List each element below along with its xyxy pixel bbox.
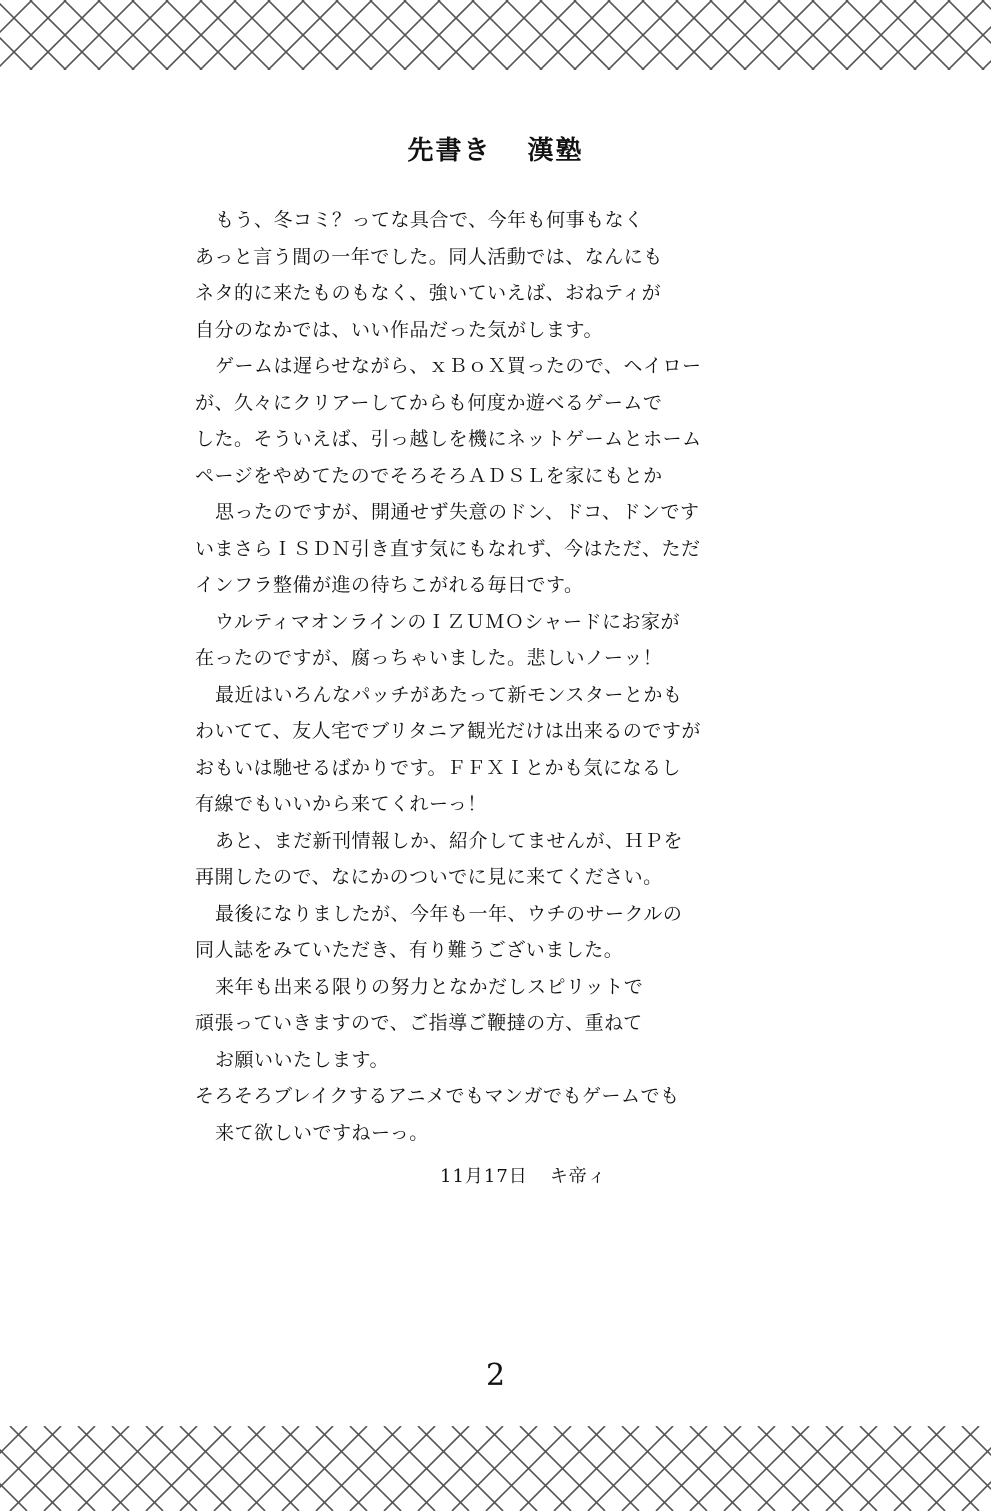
signature bbox=[440, 1162, 607, 1188]
signature-date: 11月17日 bbox=[440, 1166, 528, 1187]
page-title bbox=[0, 130, 991, 167]
body-line: ページをやめてたのでそろそろＡＤＳＬを家にもとか bbox=[195, 464, 663, 487]
body-line: した。そういえば、引っ越しを機にネットゲームとホーム bbox=[195, 428, 702, 450]
body-line: 最後になりましたが、今年も一年、ウチのサークルの bbox=[215, 902, 683, 925]
title-right: 漢塾 bbox=[527, 136, 584, 166]
body-line: おもいは馳せるばかりです。ＦＦＸＩとかも気になるし bbox=[195, 756, 681, 779]
body-line: お願いいたします。 bbox=[215, 1048, 389, 1071]
body-line: 再開したので、なにかのついでに見に来てください。 bbox=[195, 866, 663, 888]
page-number: 2 bbox=[485, 1358, 506, 1393]
body-line: インフラ整備が進の待ちこがれる毎日です。 bbox=[195, 574, 584, 596]
body-line: 来て欲しいですねーっ。 bbox=[215, 1121, 429, 1144]
body-text bbox=[195, 202, 795, 1151]
title-left: 先書き bbox=[407, 136, 492, 166]
chain-link-fence-top bbox=[0, 0, 991, 70]
body-line: 在ったのですが、腐っちゃいました。悲しいノーッ！ bbox=[195, 647, 663, 669]
body-line: あっと言う間の一年でした。同人活動では、なんにも bbox=[195, 245, 663, 268]
body-line: 頑張っていきますので、ご指導ご鞭撻の方、重ねて bbox=[195, 1012, 643, 1034]
signature-author: キ帝ィ bbox=[549, 1166, 607, 1187]
body-line: 最近はいろんなパッチがあたって新モンスターとかも bbox=[215, 683, 683, 706]
body-line: 来年も出来る限りの努力となかだしスピリットで bbox=[215, 975, 644, 998]
body-line: いまさらＩＳＤＮ引き直す気にもなれず、今はただ、ただ bbox=[195, 537, 701, 560]
body-line: ゲームは遅らせながら、ｘＢｏＸ買ったので、ヘイロー bbox=[215, 355, 702, 377]
body-line: ネタ的に来たものもなく、強いていえば、おねティが bbox=[195, 282, 662, 304]
body-line: あと、まだ新刊情報しか、紹介してませんが、ＨＰを bbox=[215, 829, 684, 852]
body-line: わいてて、友人宅でブリタニア観光だけは出来るのですが bbox=[195, 720, 701, 742]
body-line: 思ったのですが、開通せず失意のドン、ドコ、ドンです bbox=[215, 501, 700, 523]
body-line: ウルティマオンラインのＩＺＵＭＯシャードにお家が bbox=[215, 610, 680, 633]
body-line: そろそろブレイクするアニメでもマンガでもゲームでも bbox=[195, 1085, 680, 1107]
body-line: 自分のなかでは、いい作品だった気がします。 bbox=[195, 318, 603, 341]
body-line: もう、冬コミ？ってな具合で、今年も何事もなく bbox=[215, 209, 644, 231]
chain-link-fence-bottom bbox=[0, 1426, 991, 1511]
body-line: 同人誌をみていただき、有り難うございました。 bbox=[195, 939, 624, 961]
body-line: 有線でもいいから来てくれーっ！ bbox=[195, 793, 487, 815]
body-line: が、久々にクリアーしてからも何度か遊べるゲームで bbox=[195, 391, 663, 414]
